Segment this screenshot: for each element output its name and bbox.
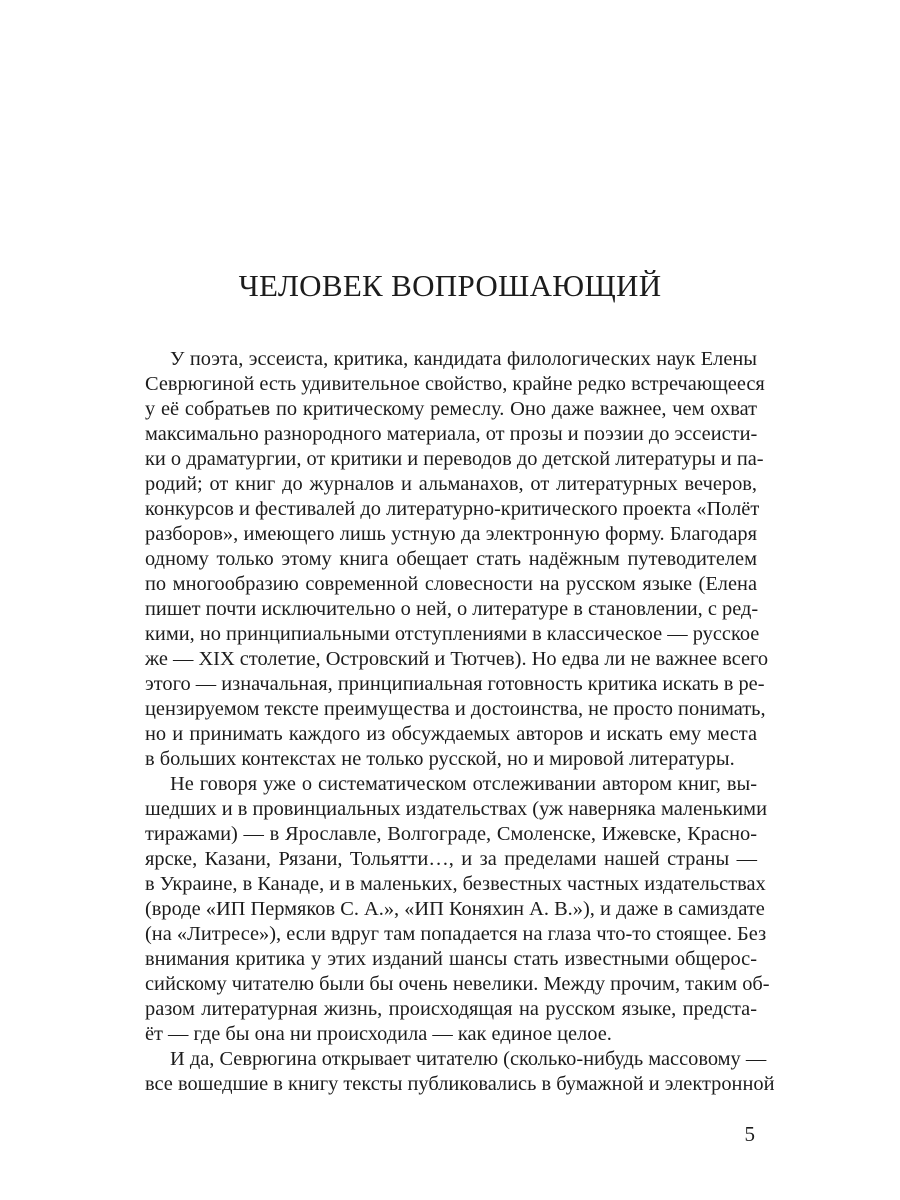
paragraph-1-line-9: одному только этому книга обещает стать надёжным путеводителем	[145, 548, 757, 570]
paragraph-1-line-1: У поэта, эссеиста, критика, кандидата филологических наук Елены	[170, 348, 757, 370]
paragraph-1-line-12: кими, но принципиальными отступлениями в классическое — русское	[145, 623, 760, 645]
paragraph-2-line-8: внимания критика у этих изданий шансы стать известными общерос-	[145, 948, 757, 970]
paragraph-1-line-16: но и принимать каждого из обсуждаемых авторов и искать ему места	[145, 723, 757, 745]
paragraph-1-line-15: цензируемом тексте преимущества и достоинства, не просто понимать,	[145, 698, 766, 720]
paragraph-1-line-3: у её собратьев по критическому ремеслу. Оно даже важнее, чем охват	[145, 398, 757, 420]
paragraph-2-line-11: ёт — где бы она ни происходила — как единое целое.	[145, 1023, 612, 1045]
paragraph-1-line-17: в больших контекстах не только русской, но и мировой литературы.	[145, 748, 735, 770]
paragraph-2-line-5: в Украине, в Канаде, и в маленьких, безвестных частных издательствах	[145, 873, 766, 895]
paragraph-1-line-4: максимально разнородного материала, от прозы и поэзии до эссеисти-	[145, 423, 758, 445]
paragraph-2-line-2: шедших и в провинциальных издательствах (уж наверняка маленькими	[145, 798, 768, 820]
chapter-title: ЧЕЛОВЕК ВОПРОШАЮЩИЙ	[238, 268, 662, 303]
paragraph-1-line-2: Севрюгиной есть удивительное свойство, крайне редко встречающееся	[145, 373, 765, 395]
paragraph-1-line-5: ки о драматургии, от критики и переводов до детской литературы и па-	[145, 448, 764, 470]
paragraph-2-line-10: разом литературная жизнь, происходящая на русском языке, предста-	[145, 998, 757, 1020]
paragraph-1-line-14: этого — изначальная, принципиальная готовность критика искать в ре-	[145, 673, 765, 695]
paragraph-3-line-2: все вошедшие в книгу тексты публиковались в бумажной и электронной	[145, 1073, 775, 1095]
page-number: 5	[744, 1122, 755, 1146]
paragraph-1-line-11: пишет почти исключительно о ней, о литературе в становлении, с ред-	[145, 598, 759, 620]
paragraph-1-line-7: конкурсов и фестивалей до литературно-критического проекта «Полёт	[145, 498, 760, 520]
paragraph-1-line-8: разборов», имеющего лишь устную да электронную форму. Благодаря	[145, 523, 757, 545]
paragraph-1-line-10: по многообразию современной словесности на русском языке (Елена	[145, 573, 757, 595]
paragraph-1-line-6: родий; от книг до журналов и альманахов, от литературных вечеров,	[145, 473, 757, 495]
paragraph-2-line-1: Не говоря уже о систематическом отслеживании автором книг, вы-	[170, 773, 757, 795]
paragraph-2-line-6: (вроде «ИП Пермяков С. А.», «ИП Коняхин А. В.»), и даже в самиздате	[145, 898, 765, 920]
paragraph-3-line-1: И да, Севрюгина открывает читателю (сколько-нибудь массовому —	[170, 1048, 767, 1070]
paragraph-2-line-4: ярске, Казани, Рязани, Тольятти…, и за пределами нашей страны —	[145, 848, 757, 870]
paragraph-2-line-3: тиражами) — в Ярославле, Волгограде, Смоленске, Ижевске, Красно-	[145, 823, 757, 845]
paragraph-2-line-9: сийскому читателю были бы очень невелики. Между прочим, таким об-	[145, 973, 770, 995]
paragraph-1-line-13: же — XIX столетие, Островский и Тютчев). Но едва ли не важнее всего	[145, 648, 769, 670]
paragraph-2-line-7: (на «Литресе»), если вдруг там попадается на глаза что-то стоящее. Без	[145, 923, 767, 945]
